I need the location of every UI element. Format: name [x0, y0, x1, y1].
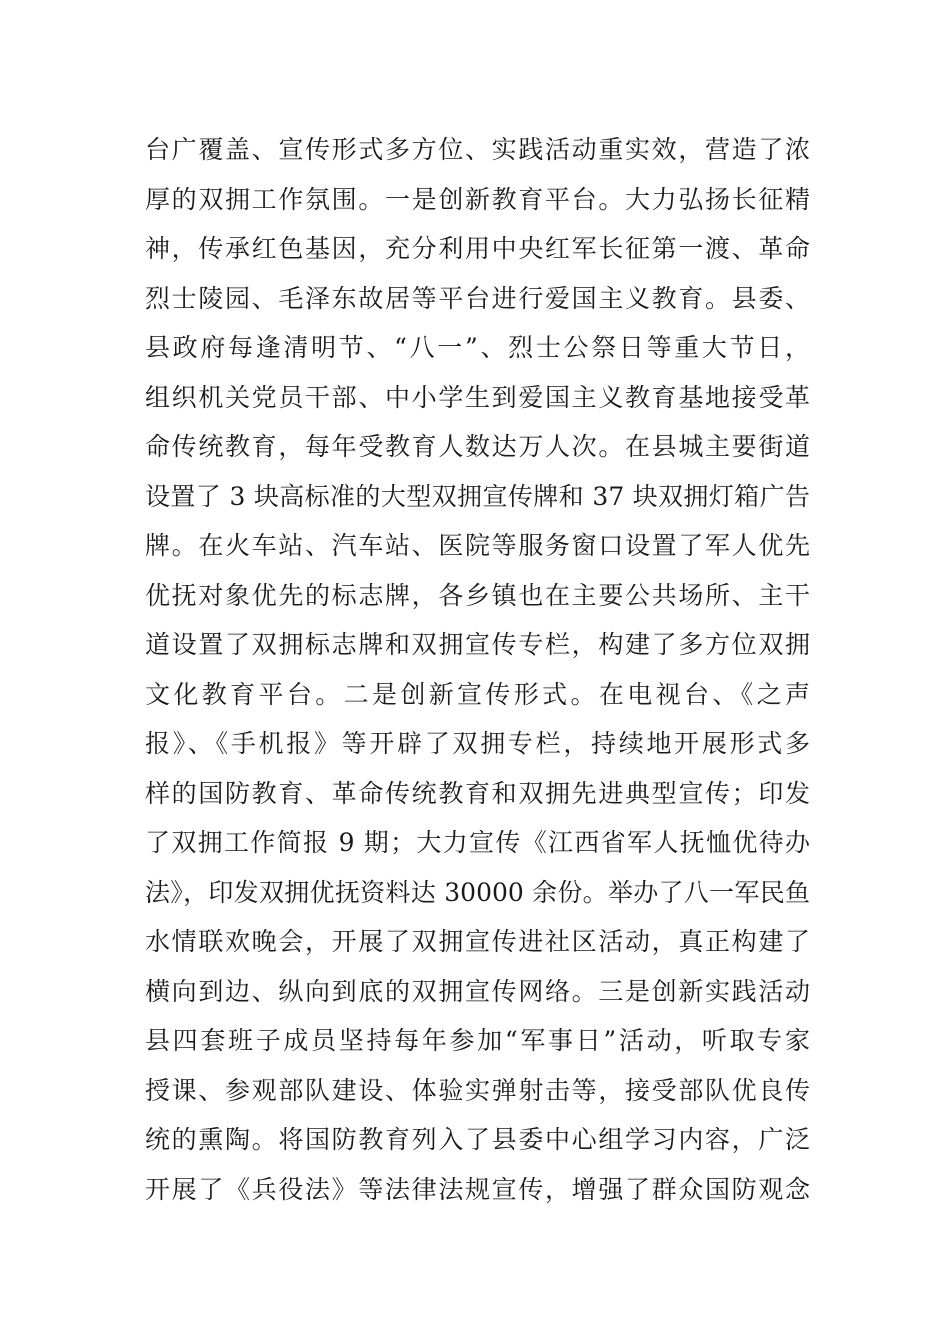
text-line-2: 厚的双拥工作氛围。一是创新教育平台。大力弘扬长征精: [145, 184, 810, 214]
text-line-15: 了双拥工作简报 9 期；大力宣传《江西省军人抚恤优待办: [145, 828, 810, 857]
text-line-3: 神，传承红色基因，充分利用中央红军长征第一渡、革命: [145, 234, 810, 263]
text-line-13: 报》、《手机报》等开辟了双拥专栏，持续地开展形式多: [145, 729, 810, 758]
text-line-4: 烈士陵园、毛泽东故居等平台进行爱国主义教育。县委、: [145, 283, 810, 313]
text-line-11: 道设置了双拥标志牌和双拥宣传专栏，构建了多方位双拥: [145, 630, 810, 659]
text-line-10: 优抚对象优先的标志牌，各乡镇也在主要公共场所、主干: [145, 580, 810, 610]
text-line-1: 台广覆盖、宣传形式多方位、实践活动重实效，营造了浓: [145, 135, 810, 164]
text-line-5: 县政府每逢清明节、“八一”、烈士公祭日等重大节日，: [145, 333, 810, 362]
text-line-7: 命传统教育，每年受教育人数达万人次。在县城主要街道: [145, 432, 810, 461]
text-line-17: 水情联欢晚会，开展了双拥宣传进社区活动，真正构建了: [145, 927, 810, 956]
text-line-14: 样的国防教育、革命传统教育和双拥先进典型宣传；印发: [145, 778, 810, 808]
text-line-19: 县四套班子成员坚持每年参加“军事日”活动，听取专家: [145, 1026, 810, 1055]
text-line-21: 统的熏陶。将国防教育列入了县委中心组学习内容，广泛: [145, 1125, 810, 1154]
text-line-18: 横向到边、纵向到底的双拥宣传网络。三是创新实践活动: [145, 976, 810, 1006]
body-text: [145, 125, 810, 1214]
text-line-12: 文化教育平台。二是创新宣传形式。在电视台、《之声: [145, 679, 810, 709]
text-line-22: 开展了《兵役法》等法律法规宣传，增强了群众国防观念: [145, 1174, 810, 1204]
text-line-8: 设置了 3 块高标准的大型双拥宣传牌和 37 块双拥灯箱广告: [145, 481, 810, 511]
text-line-9: 牌。在火车站、汽车站、医院等服务窗口设置了军人优先: [145, 531, 810, 560]
text-line-6: 组织机关党员干部、中小学生到爱国主义教育基地接受革: [145, 382, 810, 412]
text-line-16: 法》，印发双拥优抚资料达 30000 余份。举办了八一军民鱼: [145, 877, 810, 907]
text-line-20: 授课、参观部队建设、体验实弹射击等，接受部队优良传: [145, 1075, 810, 1105]
